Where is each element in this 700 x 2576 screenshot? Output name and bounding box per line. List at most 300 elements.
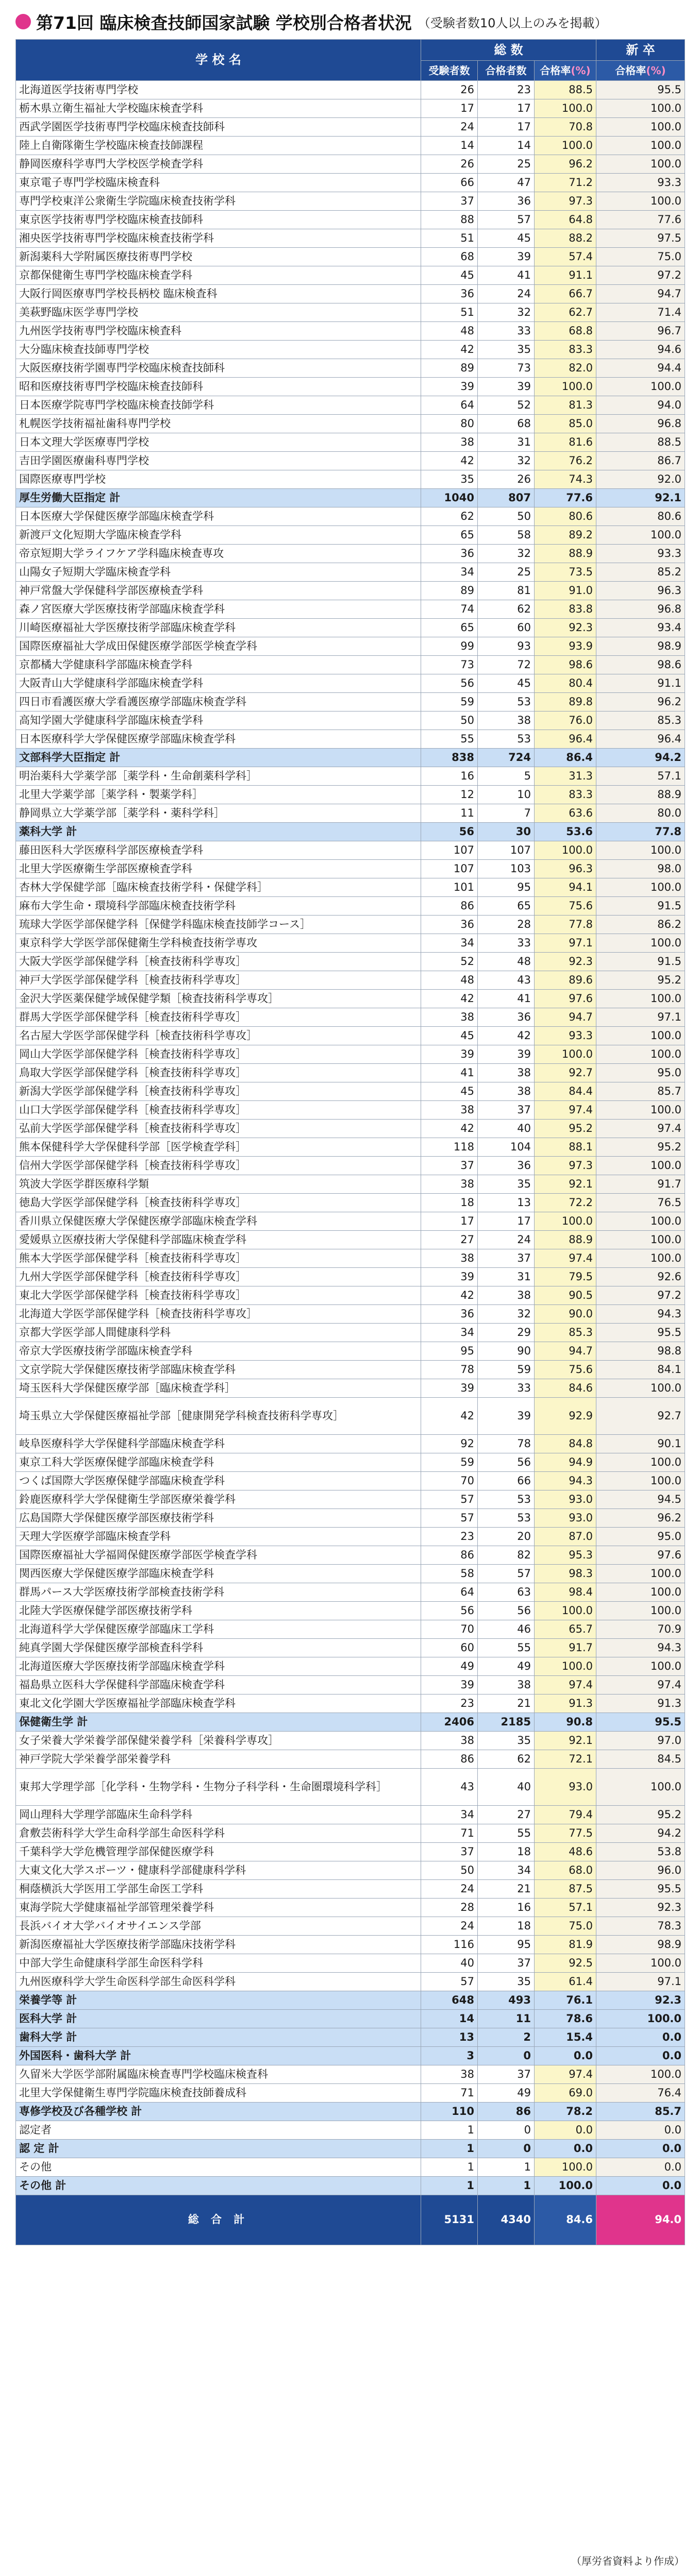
table-row	[16, 396, 685, 415]
new-grad-rate-cell: 100.0	[596, 1453, 685, 1472]
passers-cell: 50	[478, 507, 535, 526]
pass-rate-cell: 96.4	[535, 730, 596, 749]
pass-rate-cell: 89.2	[535, 526, 596, 545]
examinees-cell: 13	[421, 2028, 478, 2047]
pass-rate-cell: 75.6	[535, 897, 596, 916]
table-row	[16, 2121, 685, 2140]
source-note: （厚労省資料より作成）	[571, 2555, 685, 2567]
table-row	[16, 545, 685, 563]
title-note: （受験者数10人以上のみを掲載）	[418, 15, 607, 30]
new-grad-rate-cell: 96.2	[596, 1509, 685, 1528]
new-grad-rate-cell: 94.7	[596, 285, 685, 303]
new-grad-rate-cell: 96.8	[596, 415, 685, 433]
new-grad-rate-cell: 100.0	[596, 137, 685, 155]
passers-cell: 39	[478, 378, 535, 396]
passers-cell: 24	[478, 1231, 535, 1249]
pass-rate-cell: 85.0	[535, 415, 596, 433]
school-name-cell: 群馬大学医学部保健学科［検査技術科学専攻］	[16, 1008, 421, 1027]
examinees-cell: 66	[421, 174, 478, 192]
new-grad-rate-cell: 90.1	[596, 1435, 685, 1453]
new-grad-rate-cell: 95.5	[596, 81, 685, 99]
examinees-cell: 36	[421, 285, 478, 303]
new-grad-rate-cell: 98.0	[596, 860, 685, 878]
school-name-cell: 東北文化学園大学医療福祉学部臨床検査学科	[16, 1694, 421, 1713]
header-new-rate-label: 合格率	[615, 64, 646, 77]
passers-cell: 53	[478, 1509, 535, 1528]
new-grad-rate-cell: 92.3	[596, 1899, 685, 1917]
new-grad-rate-cell: 92.3	[596, 1991, 685, 2010]
pass-rate-cell: 100.0	[535, 1045, 596, 1064]
new-grad-rate-cell: 100.0	[596, 1472, 685, 1490]
new-grad-rate-cell: 77.8	[596, 823, 685, 841]
school-name-cell: 北海道科学大学保健医療学部臨床工学科	[16, 1620, 421, 1639]
table-row	[16, 1138, 685, 1157]
school-name-cell: 北海道大学医学部保健学科［検査技術科学専攻］	[16, 1305, 421, 1324]
new-grad-rate-cell: 100.0	[596, 1045, 685, 1064]
new-grad-rate-cell: 100.0	[596, 1379, 685, 1398]
passers-cell: 35	[478, 1732, 535, 1750]
school-name-cell: 湘央医学技術専門学校臨床検査技術学科	[16, 229, 421, 248]
school-name-cell: 西武学園医学技術専門学校臨床検査技師科	[16, 118, 421, 137]
school-name-cell: 岐阜医療科学大学保健科学部臨床検査学科	[16, 1435, 421, 1453]
examinees-cell: 17	[421, 1212, 478, 1231]
examinees-cell: 86	[421, 897, 478, 916]
table-row	[16, 1732, 685, 1750]
new-grad-rate-cell: 96.2	[596, 693, 685, 711]
table-row	[16, 1657, 685, 1676]
pass-rate-cell: 0.0	[535, 2121, 596, 2140]
pass-rate-cell: 72.1	[535, 1750, 596, 1769]
table-row	[16, 582, 685, 600]
examinees-cell: 68	[421, 248, 478, 266]
table-row	[16, 1546, 685, 1565]
passers-cell: 49	[478, 2084, 535, 2103]
school-name-cell: 川崎医療福祉大学医療技術学部臨床検査学科	[16, 619, 421, 637]
examinees-cell: 52	[421, 953, 478, 971]
school-name-cell: 東邦大学理学部［化学科・生物学科・生物分子科学科・生命圏環境科学科］	[16, 1769, 421, 1806]
examinees-cell: 11	[421, 804, 478, 823]
examinees-cell: 42	[421, 1286, 478, 1305]
pass-rate-cell: 95.3	[535, 1546, 596, 1565]
examinees-cell: 39	[421, 378, 478, 396]
table-row	[16, 916, 685, 934]
school-name-cell: 大阪青山大学健康科学部臨床検査学科	[16, 674, 421, 693]
header-total: 総 数	[421, 40, 596, 61]
school-name-cell: 桐蔭横浜大学医用工学部生命医工学科	[16, 1880, 421, 1899]
table-row	[16, 860, 685, 878]
passers-cell: 10	[478, 786, 535, 804]
pass-rate-cell: 98.3	[535, 1565, 596, 1583]
new-grad-rate-cell: 96.4	[596, 730, 685, 749]
passers-cell: 27	[478, 1806, 535, 1824]
examinees-cell: 71	[421, 2084, 478, 2103]
new-grad-rate-cell: 100.0	[596, 1101, 685, 1120]
school-name-cell: 国際医療福祉大学成田保健医療学部医学検査学科	[16, 637, 421, 656]
examinees-cell: 78	[421, 1361, 478, 1379]
new-grad-rate-cell: 71.4	[596, 303, 685, 322]
school-name-cell: 神戸学院大学栄養学部栄養学科	[16, 1750, 421, 1769]
subtotal-row	[16, 2010, 685, 2028]
pass-rate-cell: 95.2	[535, 1120, 596, 1138]
new-grad-rate-cell: 92.0	[596, 470, 685, 489]
pass-rate-cell: 97.3	[535, 192, 596, 211]
table-row	[16, 1082, 685, 1101]
examinees-cell: 16	[421, 767, 478, 786]
pass-rate-cell: 87.0	[535, 1528, 596, 1546]
pass-rate-cell: 57.1	[535, 1899, 596, 1917]
school-name-cell: 外国医科・歯科大学 計	[16, 2047, 421, 2065]
examinees-cell: 70	[421, 1472, 478, 1490]
table-row	[16, 1880, 685, 1899]
examinees-cell: 51	[421, 229, 478, 248]
examinees-cell: 38	[421, 1101, 478, 1120]
new-grad-rate-cell: 0.0	[596, 2140, 685, 2158]
passers-cell: 37	[478, 1101, 535, 1120]
new-grad-rate-cell: 85.2	[596, 563, 685, 582]
school-name-cell: 京都保健衛生専門学校臨床検査学科	[16, 266, 421, 285]
table-row	[16, 1843, 685, 1861]
header-school: 学 校 名	[16, 40, 421, 81]
passers-cell: 40	[478, 1120, 535, 1138]
new-grad-rate-cell: 98.6	[596, 656, 685, 674]
school-name-cell: 大東文化大学スポーツ・健康科学部健康科学科	[16, 1861, 421, 1880]
examinees-cell: 838	[421, 749, 478, 767]
table-row	[16, 600, 685, 619]
examinees-cell: 14	[421, 2010, 478, 2028]
table-row	[16, 934, 685, 953]
examinees-cell: 1040	[421, 489, 478, 507]
school-name-cell: 北海道医学技術専門学校	[16, 81, 421, 99]
passers-cell: 23	[478, 81, 535, 99]
passers-cell: 21	[478, 1694, 535, 1713]
new-grad-rate-cell: 100.0	[596, 99, 685, 118]
table-row	[16, 433, 685, 452]
examinees-cell: 56	[421, 674, 478, 693]
table-row	[16, 118, 685, 137]
passers-cell: 31	[478, 1268, 535, 1286]
header-rate-unit: (%)	[571, 64, 591, 77]
pass-rate-cell: 97.4	[535, 2065, 596, 2084]
school-name-cell: 熊本大学医学部保健学科［検査技術科学専攻］	[16, 1249, 421, 1268]
new-grad-rate-cell: 84.1	[596, 1361, 685, 1379]
passers-cell: 38	[478, 711, 535, 730]
school-name-cell: 久留米大学医学部附属臨床検査専門学校臨床検査科	[16, 2065, 421, 2084]
table-row	[16, 285, 685, 303]
table-row	[16, 1676, 685, 1694]
examinees-cell: 57	[421, 1973, 478, 1991]
pass-rate-cell: 65.7	[535, 1620, 596, 1639]
examinees-cell: 65	[421, 619, 478, 637]
pass-rate-cell: 77.6	[535, 489, 596, 507]
passers-cell: 62	[478, 600, 535, 619]
passers-cell: 43	[478, 971, 535, 990]
table-row	[16, 155, 685, 174]
new-grad-rate-cell: 100.0	[596, 1583, 685, 1602]
passers-cell: 18	[478, 1917, 535, 1936]
school-name-cell: 信州大学医学部保健学科［検査技術科学専攻］	[16, 1157, 421, 1175]
examinees-cell: 42	[421, 341, 478, 359]
new-grad-rate-cell: 0.0	[596, 2177, 685, 2195]
examinees-cell: 42	[421, 1398, 478, 1435]
pass-rate-cell: 90.5	[535, 1286, 596, 1305]
pass-rate-cell: 68.0	[535, 1861, 596, 1880]
examinees-cell: 38	[421, 1732, 478, 1750]
passers-cell: 493	[478, 1991, 535, 2010]
table-row	[16, 1008, 685, 1027]
table-row	[16, 1602, 685, 1620]
grand-total-passers: 4340	[478, 2195, 535, 2245]
table-row	[16, 415, 685, 433]
table-row	[16, 266, 685, 285]
pass-rate-cell: 97.4	[535, 1101, 596, 1120]
new-grad-rate-cell: 100.0	[596, 934, 685, 953]
examinees-cell: 86	[421, 1750, 478, 1769]
pass-rate-cell: 64.8	[535, 211, 596, 229]
school-name-cell: 群馬パース大学医療技術学部検査技術学科	[16, 1583, 421, 1602]
new-grad-rate-cell: 97.5	[596, 229, 685, 248]
passers-cell: 37	[478, 2065, 535, 2084]
school-name-cell: 栃木県立衛生福祉大学校臨床検査学科	[16, 99, 421, 118]
header-new-grad: 新 卒	[596, 40, 685, 61]
new-grad-rate-cell: 94.3	[596, 1305, 685, 1324]
school-name-cell: 弘前大学医学部保健学科［検査技術科学専攻］	[16, 1120, 421, 1138]
school-name-cell: 杏林大学保健学部［臨床検査技術学科・保健学科］	[16, 878, 421, 897]
examinees-cell: 59	[421, 693, 478, 711]
passers-cell: 21	[478, 1880, 535, 1899]
passers-cell: 724	[478, 749, 535, 767]
passers-cell: 93	[478, 637, 535, 656]
passers-cell: 35	[478, 1973, 535, 1991]
examinees-cell: 59	[421, 1453, 478, 1472]
table-row	[16, 1769, 685, 1806]
passers-cell: 29	[478, 1324, 535, 1342]
passers-cell: 30	[478, 823, 535, 841]
table-row	[16, 953, 685, 971]
examinees-cell: 24	[421, 1880, 478, 1899]
new-grad-rate-cell: 100.0	[596, 990, 685, 1008]
examinees-cell: 28	[421, 1899, 478, 1917]
passers-cell: 42	[478, 1027, 535, 1045]
passers-cell: 104	[478, 1138, 535, 1157]
table-row	[16, 674, 685, 693]
table-row	[16, 1175, 685, 1194]
pass-rate-cell: 68.8	[535, 322, 596, 341]
table-row	[16, 1231, 685, 1249]
examinees-cell: 23	[421, 1528, 478, 1546]
passers-cell: 16	[478, 1899, 535, 1917]
pass-rate-cell: 93.0	[535, 1769, 596, 1806]
table-footer	[16, 2195, 685, 2245]
table-row	[16, 507, 685, 526]
passers-cell: 40	[478, 1769, 535, 1806]
table-row	[16, 1064, 685, 1082]
new-grad-rate-cell: 94.2	[596, 1824, 685, 1843]
school-name-cell: 大阪行岡医療専門学校長柄校 臨床検査科	[16, 285, 421, 303]
school-name-cell: その他	[16, 2158, 421, 2177]
examinees-cell: 71	[421, 1824, 478, 1843]
examinees-cell: 42	[421, 452, 478, 470]
examinees-cell: 2406	[421, 1713, 478, 1732]
examinees-cell: 48	[421, 322, 478, 341]
pass-rate-cell: 69.0	[535, 2084, 596, 2103]
new-grad-rate-cell: 91.5	[596, 897, 685, 916]
new-grad-rate-cell: 76.5	[596, 1194, 685, 1212]
pass-rate-cell: 31.3	[535, 767, 596, 786]
examinees-cell: 39	[421, 1268, 478, 1286]
grand-total-rate: 84.6	[535, 2195, 596, 2245]
new-grad-rate-cell: 86.7	[596, 452, 685, 470]
new-grad-rate-cell: 92.1	[596, 489, 685, 507]
pass-rate-cell: 94.7	[535, 1342, 596, 1361]
pass-rate-cell: 100.0	[535, 1602, 596, 1620]
examinees-cell: 23	[421, 1694, 478, 1713]
header-examinees: 受験者数	[421, 61, 478, 81]
examinees-cell: 35	[421, 470, 478, 489]
pass-rate-cell: 93.0	[535, 1509, 596, 1528]
new-grad-rate-cell: 100.0	[596, 192, 685, 211]
table-row	[16, 1212, 685, 1231]
new-grad-rate-cell: 96.7	[596, 322, 685, 341]
pass-rate-cell: 77.5	[535, 1824, 596, 1843]
table-row	[16, 174, 685, 192]
table-row	[16, 1324, 685, 1342]
passers-cell: 38	[478, 1082, 535, 1101]
pass-rate-cell: 97.4	[535, 1249, 596, 1268]
pass-rate-cell: 96.3	[535, 860, 596, 878]
passers-cell: 31	[478, 433, 535, 452]
pass-rate-cell: 89.8	[535, 693, 596, 711]
examinees-cell: 89	[421, 359, 478, 378]
school-name-cell: 鈴鹿医療科学大学保健衛生学部医療栄養学科	[16, 1490, 421, 1509]
table-row	[16, 990, 685, 1008]
pass-rate-cell: 85.3	[535, 1324, 596, 1342]
new-grad-rate-cell: 0.0	[596, 2158, 685, 2177]
school-name-cell: 香川県立保健医療大学保健医療学部臨床検査学科	[16, 1212, 421, 1231]
pass-rate-cell: 88.9	[535, 545, 596, 563]
new-grad-rate-cell: 70.9	[596, 1620, 685, 1639]
passers-cell: 95	[478, 1936, 535, 1954]
school-name-cell: 栄養学等 計	[16, 1991, 421, 2010]
examinees-cell: 51	[421, 303, 478, 322]
school-name-cell: 長浜バイオ大学バイオサイエンス学部	[16, 1917, 421, 1936]
new-grad-rate-cell: 94.5	[596, 1490, 685, 1509]
grand-total-examinees: 5131	[421, 2195, 478, 2245]
pass-rate-cell: 63.6	[535, 804, 596, 823]
pass-rate-cell: 87.5	[535, 1880, 596, 1899]
pass-rate-cell: 77.8	[535, 916, 596, 934]
examinees-cell: 45	[421, 266, 478, 285]
passers-cell: 81	[478, 582, 535, 600]
examinees-cell: 1	[421, 2177, 478, 2195]
pass-rate-cell: 79.4	[535, 1806, 596, 1824]
examinees-cell: 86	[421, 1546, 478, 1565]
passers-cell: 68	[478, 415, 535, 433]
table-row	[16, 841, 685, 860]
pass-rate-cell: 92.3	[535, 953, 596, 971]
examinees-cell: 39	[421, 1045, 478, 1064]
school-name-cell: 鳥取大学医学部保健学科［検査技術科学専攻］	[16, 1064, 421, 1082]
new-grad-rate-cell: 92.6	[596, 1268, 685, 1286]
school-name-cell: 筑波大学医学群医療科学類	[16, 1175, 421, 1194]
new-grad-rate-cell: 91.5	[596, 953, 685, 971]
new-grad-rate-cell: 88.9	[596, 786, 685, 804]
school-name-cell: 日本文理大学医療専門学校	[16, 433, 421, 452]
subtotal-row	[16, 749, 685, 767]
passers-cell: 86	[478, 2103, 535, 2121]
new-grad-rate-cell: 95.5	[596, 1324, 685, 1342]
examinees-cell: 36	[421, 1305, 478, 1324]
examinees-cell: 50	[421, 711, 478, 730]
pass-rate-cell: 97.6	[535, 990, 596, 1008]
grand-total-new-rate: 94.0	[596, 2195, 685, 2245]
new-grad-rate-cell: 95.2	[596, 971, 685, 990]
passers-cell: 36	[478, 1008, 535, 1027]
pass-rate-cell: 78.2	[535, 2103, 596, 2121]
examinees-cell: 39	[421, 1676, 478, 1694]
header-new-rate	[596, 61, 685, 81]
new-grad-rate-cell: 95.2	[596, 1138, 685, 1157]
table-row	[16, 1472, 685, 1490]
passers-cell: 103	[478, 860, 535, 878]
pass-rate-cell: 92.1	[535, 1175, 596, 1194]
new-grad-rate-cell: 97.4	[596, 1120, 685, 1138]
school-name-cell: 岡山理科大学理学部臨床生命科学科	[16, 1806, 421, 1824]
pass-rate-cell: 76.0	[535, 711, 596, 730]
subtotal-row	[16, 2103, 685, 2121]
passers-cell: 2185	[478, 1713, 535, 1732]
examinees-cell: 26	[421, 155, 478, 174]
school-name-cell: 専門学校東洋公衆衛生学院臨床検査技術学科	[16, 192, 421, 211]
pass-rate-cell: 100.0	[535, 1657, 596, 1676]
new-grad-rate-cell: 85.3	[596, 711, 685, 730]
new-grad-rate-cell: 77.6	[596, 211, 685, 229]
school-name-cell: 九州大学医学部保健学科［検査技術科学専攻］	[16, 1268, 421, 1286]
pass-rate-cell: 91.7	[535, 1639, 596, 1657]
new-grad-rate-cell: 93.3	[596, 545, 685, 563]
examinees-cell: 64	[421, 1583, 478, 1602]
school-name-cell: 厚生労働大臣指定 計	[16, 489, 421, 507]
new-grad-rate-cell: 100.0	[596, 2010, 685, 2028]
passers-cell: 53	[478, 1490, 535, 1509]
pass-rate-cell: 79.5	[535, 1268, 596, 1286]
passers-cell: 0	[478, 2140, 535, 2158]
table-row	[16, 1861, 685, 1880]
new-grad-rate-cell: 94.3	[596, 1639, 685, 1657]
examinees-cell: 1	[421, 2158, 478, 2177]
pass-rate-cell: 75.0	[535, 1917, 596, 1936]
table-row	[16, 303, 685, 322]
table-row	[16, 2084, 685, 2103]
pass-rate-cell: 94.3	[535, 1472, 596, 1490]
examinees-cell: 56	[421, 823, 478, 841]
examinees-cell: 95	[421, 1342, 478, 1361]
pass-rate-cell: 75.6	[535, 1361, 596, 1379]
new-grad-rate-cell: 97.2	[596, 266, 685, 285]
table-row	[16, 1045, 685, 1064]
passers-cell: 34	[478, 1861, 535, 1880]
new-grad-rate-cell: 100.0	[596, 1954, 685, 1973]
new-grad-rate-cell: 75.0	[596, 248, 685, 266]
passers-cell: 56	[478, 1453, 535, 1472]
passers-cell: 41	[478, 990, 535, 1008]
grand-total-label: 総 合 計	[16, 2195, 421, 2245]
new-grad-rate-cell: 86.2	[596, 916, 685, 934]
pass-rate-cell: 86.4	[535, 749, 596, 767]
new-grad-rate-cell: 97.2	[596, 1286, 685, 1305]
passers-cell: 24	[478, 285, 535, 303]
passers-cell: 57	[478, 1565, 535, 1583]
pass-rate-cell: 78.6	[535, 2010, 596, 2028]
